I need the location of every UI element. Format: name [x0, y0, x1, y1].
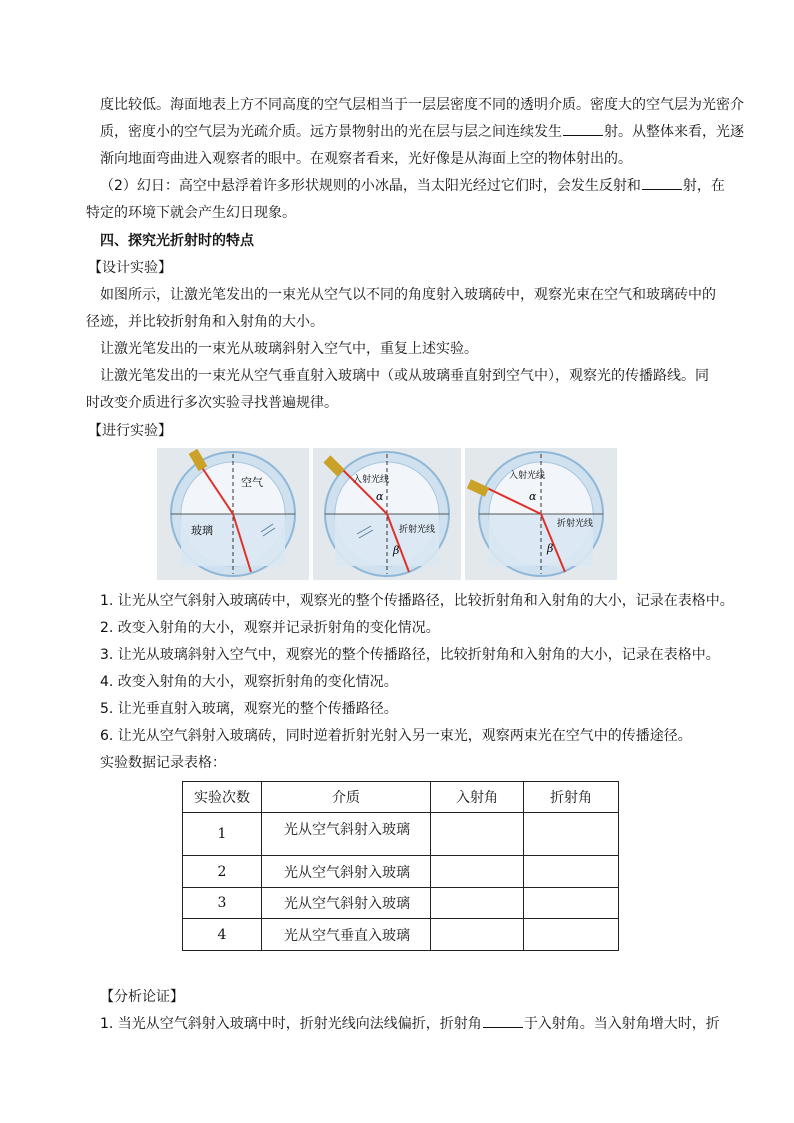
analysis-line1 [100, 1011, 720, 1038]
table-caption: 实验数据记录表格： [100, 755, 226, 771]
header-trial: 实验次数 [183, 782, 262, 813]
para1-line3: 渐向地面弯曲进入观察者的眼中。在观察者看来，光好像是从海面上空的物体射出的。 [100, 151, 632, 167]
refracted-label: 折射光线 [399, 525, 436, 535]
figure-3 [465, 448, 617, 580]
medium-cell: 光从空气斜射入玻璃 [262, 813, 431, 856]
answer-blank[interactable] [642, 175, 682, 190]
table-row [183, 813, 619, 856]
table-header-row [183, 782, 619, 813]
para1-line2 [100, 119, 744, 146]
step-5: 5. 让光垂直射入玻璃，观察光的整个传播路径。 [100, 701, 398, 717]
design-p1-line2: 径迹，并比较折射角和入射角的大小。 [86, 314, 324, 330]
medium-cell: 光从空气斜射入玻璃 [262, 856, 431, 888]
step-4: 4. 改变入射角的大小，观察折射角的变化情况。 [100, 674, 398, 690]
design-p1-line1: 如图所示，让激光笔发出的一束光从空气以不同的角度射入玻璃砖中，观察光束在空气和玻璃砖中的 [100, 287, 716, 303]
refracted-cell[interactable] [524, 888, 619, 919]
step-3: 3. 让光从玻璃斜射入空气中，观察光的整个传播路径，比较折射角和入射角的大小，记录在表格中。 [100, 647, 720, 663]
header-refracted: 折射角 [524, 782, 619, 813]
medium-cell: 光从空气垂直入玻璃 [262, 919, 431, 951]
glass-label: 玻璃 [191, 524, 213, 537]
para1-line2b: 射。从整体来看，光逐 [604, 124, 744, 140]
medium-cell: 光从空气斜射入玻璃 [262, 888, 431, 919]
design-heading: 【设计实验】 [88, 260, 172, 276]
step-1: 1. 让光从空气斜射入玻璃砖中，观察光的整个传播路径，比较折射角和入射角的大小，记录在表格中。 [100, 593, 734, 609]
para2-line2: 特定的环境下就会产生幻日现象。 [86, 205, 296, 221]
step-6: 6. 让光从空气斜射入玻璃砖，同时逆着折射光射入另一束光，观察两束光在空气中的传播途径。 [100, 728, 692, 744]
data-table [182, 781, 619, 951]
step-2: 2. 改变入射角的大小，观察并记录折射角的变化情况。 [100, 620, 440, 636]
incident-cell[interactable] [431, 919, 524, 951]
incident-cell[interactable] [431, 813, 524, 856]
header-incident: 入射角 [431, 782, 524, 813]
incident-cell[interactable] [431, 856, 524, 888]
trial-number: 4 [183, 919, 262, 951]
table-row [183, 919, 619, 951]
figure-1 [157, 448, 309, 580]
para2-line1b: 射，在 [682, 178, 725, 194]
para2-line1a: （2）幻日：高空中悬浮着许多形状规则的小冰晶，当太阳光经过它们时，会发生反射和 [100, 178, 641, 194]
answer-blank[interactable] [483, 1013, 523, 1028]
analysis-heading: 【分析论证】 [100, 989, 184, 1005]
design-p3-line1: 让激光笔发出的一束光从空气垂直射入玻璃中（或从玻璃垂直射到空气中），观察光的传播路线。同 [100, 368, 709, 384]
incident-cell[interactable] [431, 888, 524, 919]
header-medium: 介质 [262, 782, 431, 813]
protractor-figure-1 [157, 448, 309, 580]
air-label: 空气 [241, 476, 263, 489]
trial-number: 1 [183, 813, 262, 856]
incident-label: 入射光线 [509, 471, 546, 481]
trial-number: 3 [183, 888, 262, 919]
protractor-figure-3 [465, 448, 617, 580]
design-p2: 让激光笔发出的一束光从玻璃斜射入空气中，重复上述实验。 [100, 341, 478, 357]
design-p3-line2: 时改变介质进行多次实验寻找普遍规律。 [86, 395, 338, 411]
section-title: 四、探究光折射时的特点 [100, 233, 254, 249]
analysis-line1a: 1. 当光从空气斜射入玻璃中时，折射光线向法线偏折，折射角 [100, 1016, 482, 1032]
alpha-label: α [529, 490, 537, 503]
analysis-line1b: 于入射角。当入射角增大时，折 [523, 1016, 720, 1032]
answer-blank[interactable] [563, 121, 603, 136]
conduct-heading: 【进行实验】 [88, 423, 172, 439]
refracted-cell[interactable] [524, 919, 619, 951]
beta-label: β [547, 542, 554, 555]
refracted-cell[interactable] [524, 856, 619, 888]
para1-line2a: 质，密度小的空气层为光疏介质。远方景物射出的光在层与层之间连续发生 [100, 124, 562, 140]
experiment-figures [157, 448, 617, 580]
beta-label: β [393, 544, 400, 557]
refracted-cell[interactable] [524, 813, 619, 856]
para2-line1 [100, 173, 725, 200]
table-row [183, 856, 619, 888]
trial-number: 2 [183, 856, 262, 888]
incident-label: 入射光线 [353, 475, 390, 485]
protractor-figure-2 [313, 448, 461, 580]
figure-2 [313, 448, 461, 580]
alpha-label: α [376, 490, 384, 503]
table-row [183, 888, 619, 919]
refracted-label: 折射光线 [557, 519, 594, 529]
para1-line1: 度比较低。海面地表上方不同高度的空气层相当于一层层密度不同的透明介质。密度大的空气层为光密介 [100, 97, 744, 113]
